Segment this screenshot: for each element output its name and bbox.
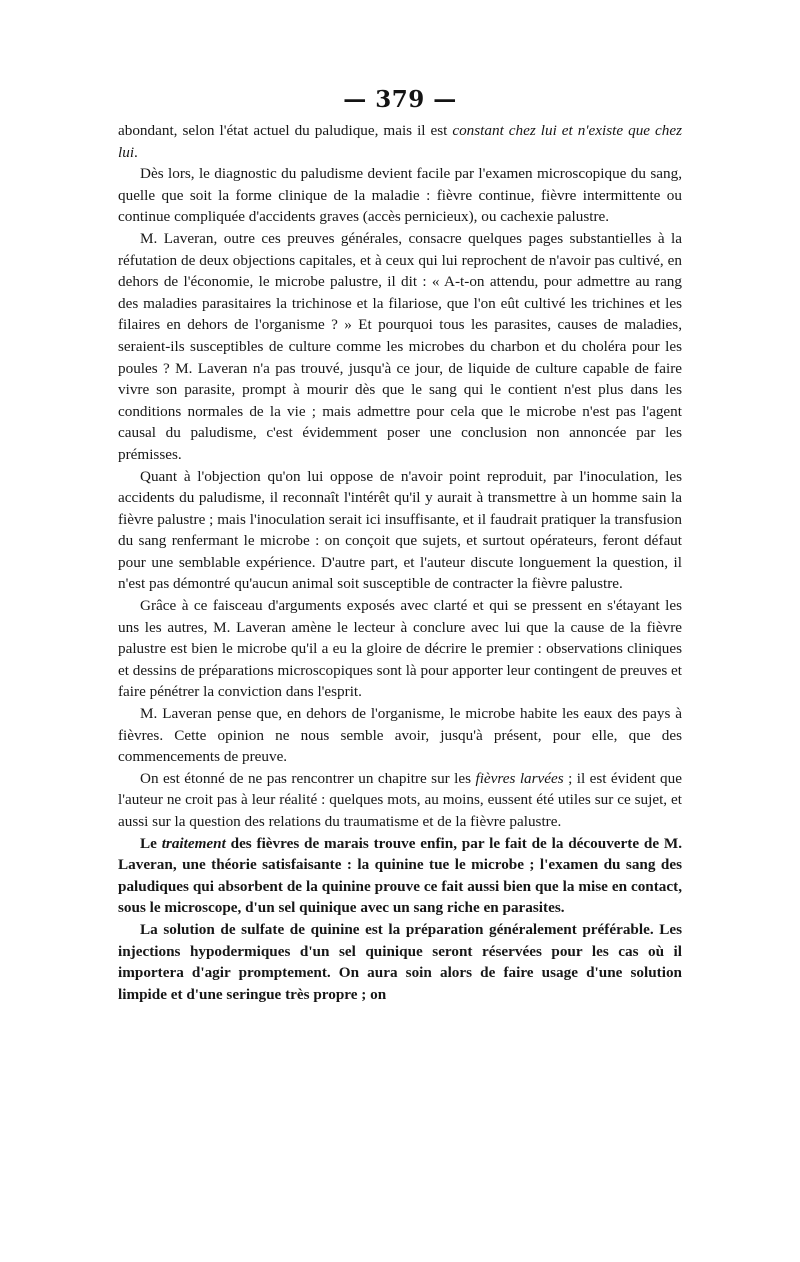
text-segment: On est étonné de ne pas rencontrer un chapitre sur les bbox=[140, 769, 476, 787]
paragraph bbox=[118, 595, 682, 703]
paragraph bbox=[118, 466, 682, 596]
paragraph bbox=[118, 120, 682, 163]
paragraph bbox=[118, 228, 682, 466]
italic-text: traitement bbox=[161, 834, 226, 852]
text-segment: . bbox=[134, 143, 138, 161]
paragraph bbox=[118, 163, 682, 228]
text-segment: abondant, selon l'état actuel du paludique, mais il est bbox=[118, 122, 453, 139]
text-segment: Quant à l'objection qu'on lui oppose de n'avoir point reproduit, par l'inoculation, les accidents du paludisme, il reconnaît l'intérêt qu'il y aurait à transmettre à un homme sain la fièvre palustre ; mais l'inoculation serait ici insuffisante, et il faudrait pratiquer la transfusion du sang renfermant le microbe : on conçoit que sujets, et surtout opérateurs, feront défaut pour une semblable expérience. D'autre part, et l'auteur discute longuement la question, il n'est pas démontré qu'aucun animal soit susceptible de contracter la fièvre palustre. bbox=[118, 467, 682, 593]
text-segment: M. Laveran, outre ces preuves générales, consacre quelques pages substantielles à la réfutation de deux objections capitales, et à ceux qui lui reprochent de n'avoir pas cultivé, en dehors de l'économie, le microbe palustre, il dit : « A-t-on attendu, pour admettre au rang des maladies parasitaires la trichinose et la filariose, que l'on eût cultivé les trichines et les filaires en dehors de l'organisme ? » Et pourquoi tous les parasites, causes de maladies, seraient-ils susceptibles de culture comme les microbes du charbon et du choléra pour les poules ? M. Laveran n'a pas trouvé, jusqu'à ce jour, de liquide de culture capable de faire vivre son parasite, prompt à mourir dès que le sang qui le contient n'est plus dans les conditions normales de la vie ; mais admettre pour cela que le microbe n'est pas l'agent causal du paludisme, c'est évidemment poser une conclusion non annoncée par les prémisses. bbox=[118, 229, 682, 463]
paragraph bbox=[118, 919, 682, 1005]
italic-text: fièvres larvées bbox=[475, 769, 564, 787]
body-text bbox=[118, 120, 682, 1005]
paragraph bbox=[118, 703, 682, 768]
text-segment: ; il est évident que l'auteur ne croit pas à leur réalité : quelques mots, au moins, eussent été utiles sur ce sujet, et aussi sur la question des relations du traumatisme et de la fièvre palustre. bbox=[118, 769, 682, 830]
page-number: — 379 — bbox=[343, 86, 457, 113]
text-segment: des fièvres de marais trouve enfin, par le fait de la découverte de M. Laveran, une théorie satisfaisante : la quinine tue le microbe ; l'examen du sang des paludiques qui absorbent de la quinine prouve ce fait aussi bien que la mise en contact, sous le microscope, d'un sel quinique avec un sang riche en parasites. bbox=[118, 834, 683, 917]
text-segment: Grâce à ce faisceau d'arguments exposés avec clarté et qui se pressent en s'étayant les uns les autres, M. Laveran amène le lecteur à conclure avec lui que la cause de la fièvre palustre est bien le microbe qu'il a eu la gloire de décrire le premier : observations cliniques et dessins de préparations microscopiques sont là pour apporter leur contingent de preuves et faire pénétrer la conviction dans l'esprit. bbox=[118, 597, 682, 701]
text-segment: La solution de sulfate de quinine est la préparation généralement préférable. Les injections hypodermiques d'un sel quinique seront réservées pour les cas où il importera d'agir promptement. On aura soin alors de faire usage d'une solution limpide et d'une seringue très propre ; on bbox=[118, 920, 682, 1003]
text-segment: Dès lors, le diagnostic du paludisme devient facile par l'examen microscopique du sang, quelle que soit la forme clinique de la maladie : fièvre continue, fièvre intermittente ou continue compliquée d'accidents graves (accès pernicieux), ou cachexie palustre. bbox=[118, 165, 682, 226]
text-segment: Le bbox=[140, 834, 162, 852]
italic-text: constant chez lui et n'existe que chez lui bbox=[118, 122, 682, 161]
paragraph bbox=[118, 768, 682, 833]
paragraph bbox=[118, 833, 682, 919]
text-segment: M. Laveran pense que, en dehors de l'organisme, le microbe habite les eaux des pays à fièvres. Cette opinion ne nous semble avoir, jusqu'à présent, pour elle, que des commencements de preuve. bbox=[118, 705, 682, 766]
